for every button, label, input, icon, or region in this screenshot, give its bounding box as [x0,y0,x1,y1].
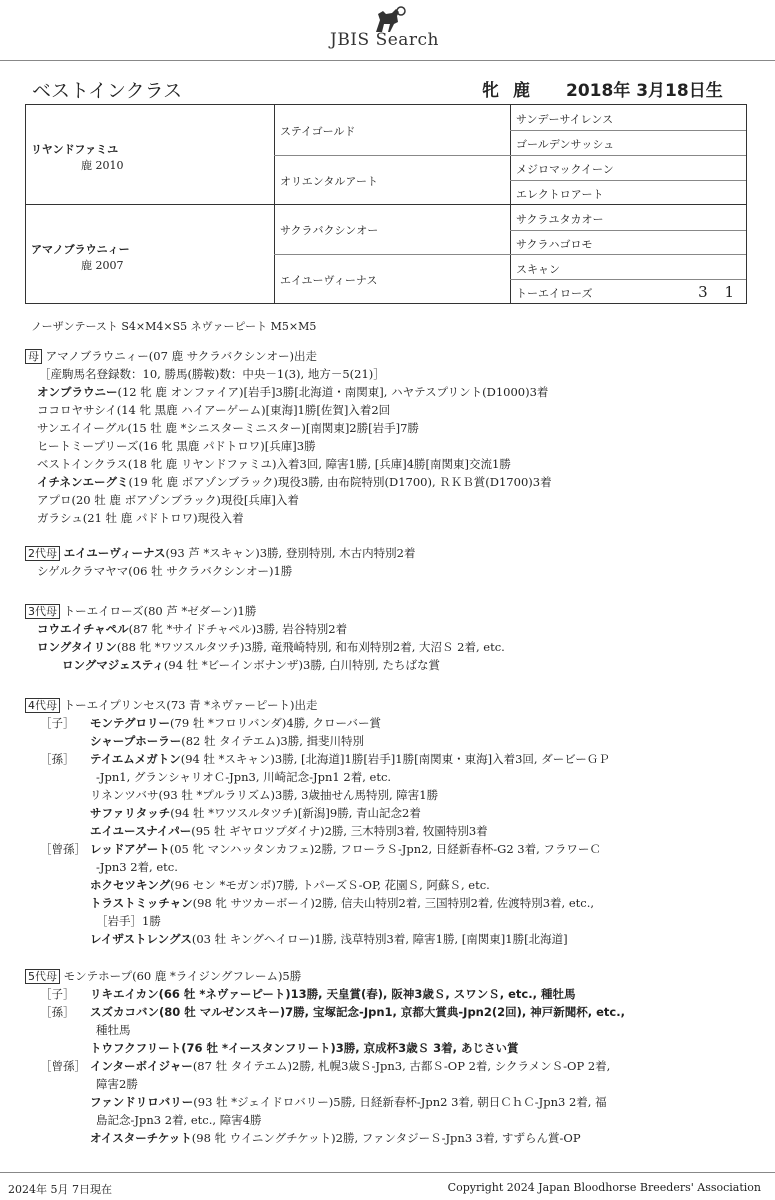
progeny-detail: (18 牝 鹿 リヤンドファミユ)入着3回, 障害1勝, [兵庫]4勝[南関東]交流1勝 [127,457,511,471]
g4-descendant-name[interactable]: ホクセツキング [90,878,171,892]
horse-birthdate: 2018年 3月18日生 [566,81,723,101]
g2-sire-sire[interactable]: ステイゴールド [280,125,356,138]
horse-name: ベストインクラス [32,80,183,102]
g3-progeny-detail: (87 牝 *サイドチャペル)3勝, 岩谷特別2着 [128,622,348,636]
family-line [25,348,317,364]
g4-descendant-detail: -Jpn3 2着, etc. [96,860,178,874]
g5-descendant-name[interactable]: オイスターチケット [90,1131,192,1145]
family-line [90,986,575,1002]
generation-label: ［孫］ [40,1005,75,1019]
g5-descendant-detail: (80 牡 マルゼンスキー)7勝, 宝塚記念-Jpn1, 京都大賞典-Jpn2(2回), 神戸新聞杯, etc., [159,1005,625,1019]
family-line [37,492,299,508]
g4-descendant-detail: -Jpn1, グランシャリオＣ-Jpn3, 川崎記念-Jpn1 2着, etc. [96,770,392,784]
family-line [90,805,421,821]
family-line [25,603,256,619]
g4-descendant-name[interactable]: シャープホーラー [90,734,182,748]
family-line [90,1130,581,1146]
family-line [96,913,161,929]
family-line [96,859,178,875]
progeny-name[interactable]: アプロ [37,493,72,507]
g4-descendant-detail: (79 牡 *フロリバンダ)4勝, クローバー賞 [170,716,381,730]
progeny-detail: (21 牡 鹿 パドトロワ)現役入着 [82,511,244,525]
g3-dam-tag: 3代母 [25,604,60,619]
g3-ancestor[interactable]: ゴールデンサッシュ [516,138,615,151]
g5-descendant-detail: 種牡馬 [96,1023,131,1037]
family-line [62,657,440,673]
family-number: 3 1 [698,283,740,301]
family-line [25,545,415,561]
dam-cell[interactable] [31,241,130,273]
g3-ancestor[interactable]: エレクトロアート [516,188,604,201]
header-divider [0,60,775,61]
sire-cell[interactable] [31,141,124,173]
horse-title [0,76,775,100]
g2-dam-dam[interactable]: エイユーヴィーナス [280,274,378,287]
g4-descendant-detail: ［岩手］1勝 [96,914,161,928]
family-line [40,1058,86,1074]
g5-dam-tag: 5代母 [25,969,60,984]
progeny-name[interactable]: ヒートミープリーズ [37,439,139,453]
g5-descendant-detail: (66 牡 *ネヴァーピート)13勝, 天皇賞(春), 阪神3歳Ｓ, スワンＳ, etc., 種牡馬 [158,987,576,1001]
g2-dam-detail: (93 芦 *スキャン)3勝, 登別特別, 木古内特別2着 [165,546,416,560]
footer-copyright: Copyright 2024 Japan Bloodhorse Breeders' Association [447,1181,761,1194]
family-line [40,986,75,1002]
g2-dam-name[interactable]: エイユーヴィーナス [63,546,166,560]
family-line [96,1112,262,1128]
logo-text: JBIS Search [330,30,440,50]
g5-descendant-name[interactable]: スズカコバン [90,1005,159,1019]
g4-descendant-name[interactable]: レッドアゲート [90,842,170,856]
family-line [40,715,75,731]
generation-label: ［子］ [40,987,75,1001]
family-line [37,438,316,454]
g5-descendant-detail: (93 牡 *ジェイドロバリー)5勝, 日経新春杯-Jpn2 3着, 朝日ＣｈＣ-Jpn3 2着, 福 [193,1095,607,1109]
family-line [25,968,301,984]
g3-ancestor[interactable]: メジロマックイーン [516,163,614,176]
g5-descendant-name[interactable]: インターボイジャー [90,1059,193,1073]
family-line [90,823,488,839]
g3-ancestor[interactable]: サクラハゴロモ [516,238,593,251]
inbreeding-line: ノーザンテースト S4×M4×S5 ネヴァーピート M5×M5 [31,320,317,333]
family-line [96,1076,138,1092]
sire-name: リヤンドファミユ [31,143,119,156]
family-line [40,841,86,857]
progeny-name[interactable]: サンエイイーグル [37,421,128,435]
family-line [37,420,419,436]
g5-descendant-name[interactable]: リキエイカン [90,987,159,1001]
g3-ancestor[interactable]: スキャン [516,263,560,276]
horse-sex: 牝 [482,81,499,101]
g4-descendant-name[interactable]: リネンツバサ(93 牡 *プルラリズム)3勝, 3歳抽せん馬特別, 障害1勝 [90,788,439,802]
sire-info: 鹿 2010 [81,159,124,172]
family-line [90,1004,625,1020]
family-line [96,769,391,785]
generation-label: ［孫］ [40,752,75,766]
dam-record: ［産駒馬名登録数：10, 勝馬(勝鞍)数：中央－1(3), 地方－5(21)］ [39,367,385,381]
dam-head[interactable]: アマノブラウニィー(07 鹿 サクラバクシンオー)出走 [45,349,317,363]
family-line [90,751,610,767]
progeny-detail: (12 牝 鹿 オンファイア)[岩手]3勝[北海道・南関東], ハヤテスプリント(D1000)3着 [117,385,549,399]
progeny-name[interactable]: オンブラウニー [37,385,118,399]
generation-label: ［子］ [40,716,75,730]
g3-progeny-name[interactable]: コウエイチャペル [37,622,129,636]
pedigree-table [25,104,747,304]
g3-ancestor[interactable]: トーエイローズ [516,287,593,300]
progeny-detail: (19 牝 鹿 ボアゾンブラック)現役3勝, 由布院特別(D1700), ＲＫＢ賞(D1700)3着 [128,475,552,489]
g4-descendant-name[interactable]: モンテグロリー [90,716,171,730]
progeny-name[interactable]: ガラシュ [37,511,83,525]
family-line [37,402,390,418]
family-line [90,715,381,731]
g3-ancestor[interactable]: サンデーサイレンス [516,113,614,126]
g2-dam-sire[interactable]: サクラバクシンオー [280,224,379,237]
dam-info: 鹿 2007 [81,259,124,272]
progeny-name[interactable]: イチネンエーグミ [37,475,129,489]
progeny-detail: (16 牝 黒鹿 パドトロワ)[兵庫]3勝 [138,439,316,453]
family-line [25,697,317,713]
g5-descendant-detail: (76 牡 *イースタンフリート)3勝, 京成杯3歳Ｓ 3着, あじさい賞 [181,1041,519,1055]
g2-progeny[interactable]: シゲルクラマヤマ(06 牡 サクラバクシンオー)1勝 [37,564,293,578]
footer-date: 2024年 5月 7日現在 [8,1183,112,1196]
generation-label: ［曾孫］ [40,1059,86,1073]
g4-descendant-name[interactable]: レイザストレングス [90,932,192,946]
dam-tag: 母 [25,349,42,364]
family-line [37,474,552,490]
g3-progeny-name[interactable]: ロングマジェスティ [62,658,164,672]
g4-descendant-name[interactable]: トラストミッチャン [90,896,193,910]
g4-descendant-detail: (96 セン *モガンボ)7勝, トパーズＳ-OP, 花園Ｓ, 阿蘇Ｓ, etc. [170,878,490,892]
family-line [39,366,385,382]
g5-descendant-name[interactable]: トウフクフリート [90,1041,182,1055]
g5-descendant-name[interactable]: ファンドリロバリー [90,1095,194,1109]
family-line [40,1004,75,1020]
g4-descendant-detail: (95 牡 ギヤロツプダイナ)2勝, 三木特別3着, 牧園特別3着 [191,824,488,838]
g4-descendant-detail: (94 牡 *ワツスルタツチ)[新潟]9勝, 青山記念2着 [170,806,421,820]
g4-descendant-detail: (98 牝 サツカーボーイ)2勝, 信夫山特別2着, 三国特別2着, 佐渡特別3着, etc., [192,896,595,910]
g4-descendant-detail: (94 牡 *スキャン)3勝, [北海道]1勝[岩手]1勝[南関東・東海]入着3回, ダービーＧＰ [180,752,610,766]
family-line [37,456,511,472]
family-line [90,1058,610,1074]
g4-descendant-detail: (82 牡 タイテエム)3勝, 揖斐川特別 [181,734,365,748]
family-line [37,384,548,400]
family-line [90,1040,518,1056]
family-line [90,733,364,749]
g5-dam-head[interactable]: モンテホープ(60 鹿 *ライジングフレーム)5勝 [63,969,302,983]
g3-progeny-detail: (94 牡 *ビーインボナンザ)3勝, 白川特別, たちばな賞 [163,658,440,672]
g5-descendant-detail: 障害2勝 [96,1077,138,1091]
g3-progeny-name[interactable]: ロングタイリン [37,640,117,654]
g3-progeny-detail: (88 牝 *ワツスルタツチ)3勝, 竜飛崎特別, 和布刈特別2着, 大沼Ｓ 2着, etc. [116,640,505,654]
family-line [90,931,568,947]
g2-sire-dam[interactable]: オリエンタルアート [280,175,379,188]
g5-descendant-detail: (87 牡 タイテエム)2勝, 札幌3歳Ｓ-Jpn3, 古都Ｓ-OP 2着, シクラメンＳ-OP 2着, [192,1059,611,1073]
g5-descendant-detail: (98 牝 ウイニングチケット)2勝, ファンタジーＳ-Jpn3 3着, すずらん賞-OP [191,1131,581,1145]
g4-dam-head[interactable]: トーエイプリンセス(73 青 *ネヴァーピート)出走 [63,698,318,712]
g3-dam-head[interactable]: トーエイローズ(80 芦 *ゼダーン)1勝 [63,604,257,618]
progeny-name[interactable]: ココロヤサシイ [37,403,117,417]
dam-name: アマノブラウニィー [31,243,130,256]
progeny-detail: (14 牝 黒鹿 ハイアーゲーム)[東海]1勝[佐賀]入着2回 [116,403,391,417]
family-line [90,787,438,803]
family-line [96,1022,131,1038]
generation-label: ［曾孫］ [40,842,86,856]
progeny-detail: (20 牡 鹿 ボアゾンブラック)現役[兵庫]入着 [71,493,299,507]
family-line [37,621,347,637]
g4-descendant-detail: (03 牡 キングヘイロー)1勝, 浅草特別3着, 障害1勝, [南関東]1勝[北海道] [191,932,568,946]
family-line [90,1094,607,1110]
family-line [90,895,594,911]
g2-dam-tag: 2代母 [25,546,60,561]
progeny-name[interactable]: ベストインクラス [37,457,128,471]
family-line [37,510,244,526]
g4-descendant-name[interactable]: エイユースナイパー [90,824,192,838]
g3-ancestor[interactable]: サクラユタカオー [516,213,604,226]
g4-descendant-name[interactable]: サファリタッチ [90,806,171,820]
horse-color: 鹿 [513,81,530,101]
jbis-logo[interactable] [330,6,470,52]
g4-descendant-name[interactable]: テイエムメガトン [90,752,181,766]
family-line [90,841,601,857]
g4-dam-tag: 4代母 [25,698,60,713]
g4-descendant-detail: (05 牝 マンハッタンカフェ)2勝, フローラＳ-Jpn2, 日経新春杯-G2 3着, フラワーＣ [169,842,601,856]
family-line [40,751,75,767]
progeny-detail: (15 牡 鹿 *シニスターミニスター)[南関東]2勝[岩手]7勝 [127,421,419,435]
footer-divider [0,1172,775,1173]
family-line [37,639,505,655]
family-line [37,563,292,579]
family-line [90,877,490,893]
g5-descendant-detail: 島記念-Jpn3 2着, etc., 障害4勝 [96,1113,262,1127]
